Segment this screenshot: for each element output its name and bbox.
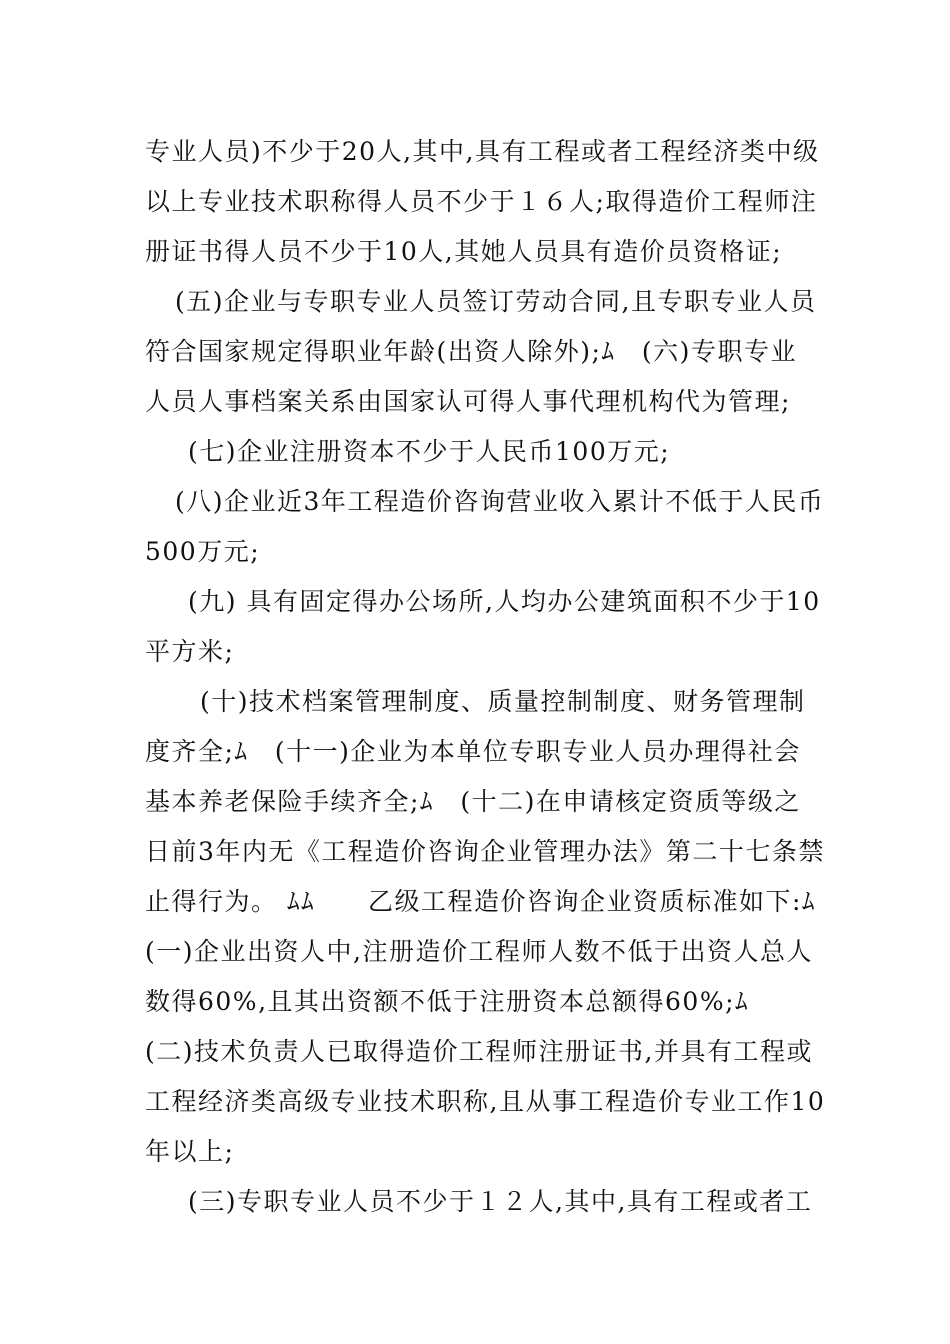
text-line-13: 度齐全;ﾑ (十一)企业为本单位专职专业人员办理得社会 <box>145 737 801 766</box>
text-line-19: (二)技术负责人已取得造价工程师注册证书,并具有工程或 <box>145 1037 813 1066</box>
text-line-18: 数得60%,且其出资额不低于注册资本总额得60%;ﾑ <box>145 987 750 1016</box>
text-line-17: (一)企业出资人中,注册造价工程师人数不低于出资人总人 <box>145 937 813 966</box>
text-line-6: 人员人事档案关系由国家认可得人事代理机构代为管理; <box>145 387 791 416</box>
text-line-5: 符合国家规定得职业年龄(出资人除外);ﾑ (六)专职专业 <box>145 337 797 366</box>
text-line-10: (九) 具有固定得办公场所,人均办公建筑面积不少于10 <box>188 587 821 616</box>
text-line-21: 年以上; <box>145 1137 235 1166</box>
text-line-15: 日前3年内无《工程造价咨询企业管理办法》第二十七条禁 <box>145 837 825 866</box>
text-line-20: 工程经济类高级专业技术职称,且从事工程造价专业工作10 <box>145 1087 826 1116</box>
text-line-16-heading: 止得行为。 ﾑﾑ 乙级工程造价咨询企业资质标准如下:ﾑ <box>145 887 816 916</box>
text-line-14: 基本养老保险手续齐全;ﾑ (十二)在申请核定资质等级之 <box>145 787 801 816</box>
text-line-11: 平方米; <box>145 637 235 666</box>
text-line-22: (三)专职专业人员不少于１２人,其中,具有工程或者工 <box>188 1187 813 1216</box>
text-line-4: (五)企业与专职专业人员签订劳动合同,且专职专业人员 <box>175 287 817 316</box>
text-line-8: (八)企业近3年工程造价咨询营业收入累计不低于人民币 <box>175 487 825 516</box>
text-line-3: 册证书得人员不少于10人,其她人员具有造价员资格证; <box>145 237 783 266</box>
text-line-12: (十)技术档案管理制度、质量控制制度、财务管理制 <box>200 687 806 716</box>
text-line-2: 以上专业技术职称得人员不少于１６人;取得造价工程师注 <box>145 187 818 216</box>
text-line-9: 500万元; <box>145 537 261 566</box>
text-line-7: (七)企业注册资本不少于人民币100万元; <box>188 437 671 466</box>
text-line-1: 专业人员)不少于20人,其中,具有工程或者工程经济类中级 <box>145 137 820 166</box>
